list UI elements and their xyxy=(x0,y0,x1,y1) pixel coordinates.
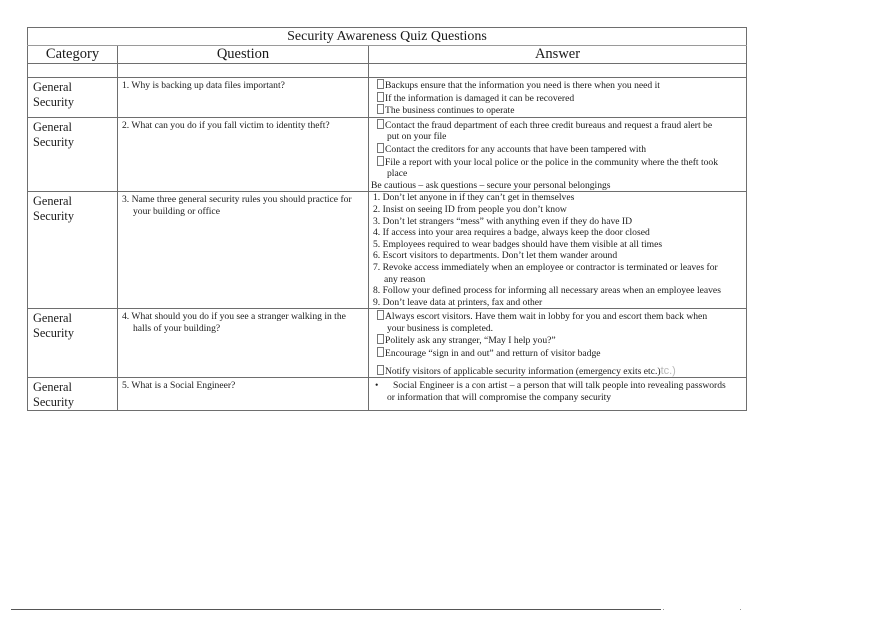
answer-cell xyxy=(369,309,747,378)
category-text: General xyxy=(33,119,72,134)
column-header-category: Category xyxy=(28,46,118,64)
checkbox-glyph-icon xyxy=(377,143,384,153)
answer-item-continuation: or information that will compromise the company security xyxy=(387,391,612,403)
answer-item: If the information is damaged it can be recovered xyxy=(371,92,744,105)
category-text: General xyxy=(33,80,72,94)
answer-item: 2. Insist on seeing ID from people you don’t know xyxy=(373,203,567,215)
checkbox-glyph-icon xyxy=(377,92,384,102)
checkbox-glyph-icon xyxy=(377,119,384,129)
checkbox-glyph-icon xyxy=(377,310,384,320)
category-cell xyxy=(28,117,118,192)
question-text: 1. Why is backing up data files important? xyxy=(122,80,285,91)
column-header-question: Question xyxy=(118,46,369,64)
overlay-ghost-text: tc.) xyxy=(660,364,676,377)
answer-item: 3. Don’t let strangers “mess” with anything even if they do have ID xyxy=(373,215,633,227)
blank-cell xyxy=(369,64,747,78)
category-text: General xyxy=(33,311,72,326)
category-text: General xyxy=(33,380,72,395)
checkbox-glyph-icon xyxy=(377,104,384,114)
checkbox-glyph-icon xyxy=(377,334,384,344)
answer-item: 6. Escort visitors to departments. Don’t let them wander around xyxy=(373,250,618,262)
question-cell xyxy=(118,192,369,309)
header-row xyxy=(28,46,747,64)
answer-cell xyxy=(369,378,747,411)
question-text: 5. What is a Social Engineer? xyxy=(122,380,236,392)
answer-note: Be cautious – ask questions – secure your personal belongings xyxy=(371,179,611,191)
table-row xyxy=(28,309,747,378)
checkbox-glyph-icon xyxy=(377,365,384,375)
blank-row xyxy=(28,64,747,78)
answer-item: Politely ask any stranger, “May I help you?” xyxy=(371,334,744,347)
answer-item: Contact the fraud department of each three credit bureaus and request a fraud alert be xyxy=(371,119,744,132)
category-cell xyxy=(28,309,118,378)
answer-cell xyxy=(369,117,747,192)
table-row xyxy=(28,192,747,309)
quiz-table xyxy=(27,27,747,411)
answer-item: 8. Follow your defined process for informing all necessary areas when an employee leaves xyxy=(373,285,721,297)
blank-cell xyxy=(118,64,369,78)
table-row xyxy=(28,78,747,118)
blank-cell xyxy=(28,64,118,78)
answer-item-continuation: place xyxy=(387,168,408,180)
answer-cell xyxy=(369,192,747,309)
answer-item: Backups ensure that the information you need is there when you need it xyxy=(371,79,744,92)
question-text: 3. Name three general security rules you should practice for xyxy=(122,194,352,206)
title-row xyxy=(28,28,747,46)
answer-item: • Social Engineer is a con artist – a person that will talk people into revealing passwords xyxy=(371,380,744,392)
answer-item: 5. Employees required to wear badges should have them visible at all times xyxy=(373,238,663,250)
checkbox-glyph-icon xyxy=(377,156,384,166)
category-text: Security xyxy=(33,326,74,341)
answer-item-continuation: your business is completed. xyxy=(387,322,494,334)
category-text: Security xyxy=(33,95,74,109)
category-text: General xyxy=(33,194,72,209)
category-cell xyxy=(28,192,118,309)
question-text: your building or office xyxy=(133,205,220,217)
answer-item: Notify visitors of applicable security information (emergency exits etc.)tc.) xyxy=(371,365,744,378)
answer-item: File a report with your local police or the police in the community where the theft took xyxy=(371,156,744,169)
category-cell xyxy=(28,378,118,411)
answer-cell xyxy=(369,78,747,118)
answer-item: The business continues to operate xyxy=(371,104,744,117)
question-cell xyxy=(118,309,369,378)
checkbox-glyph-icon xyxy=(377,347,384,357)
column-header-answer: Answer xyxy=(369,46,747,64)
answer-item: 1. Don’t let anyone in if they can’t get in themselves xyxy=(373,192,575,204)
question-cell xyxy=(118,378,369,411)
question-text: halls of your building? xyxy=(133,322,221,334)
footer-dot xyxy=(663,609,664,610)
question-text: 2. What can you do if you fall victim to identity theft? xyxy=(122,119,330,131)
footer-rule xyxy=(11,609,661,610)
question-text: 4. What should you do if you see a stranger walking in the xyxy=(122,311,346,323)
question-cell xyxy=(118,117,369,192)
footer-dot xyxy=(740,609,741,610)
category-text: Security xyxy=(33,395,74,410)
answer-item: Always escort visitors. Have them wait in lobby for you and escort them back when xyxy=(371,310,744,323)
answer-item: 7. Revoke access immediately when an employee or contractor is terminated or leaves for xyxy=(373,261,718,273)
quiz-document xyxy=(27,27,746,411)
table-row xyxy=(28,378,747,411)
answer-item-continuation: put on your file xyxy=(387,131,447,143)
bullet-icon: • xyxy=(375,380,379,392)
answer-item: Contact the creditors for any accounts that have been tampered with xyxy=(371,143,744,156)
answer-item: 4. If access into your area requires a badge, always keep the door closed xyxy=(373,227,650,239)
question-cell xyxy=(118,78,369,118)
answer-item-continuation: any reason xyxy=(384,273,426,285)
category-cell xyxy=(28,78,118,118)
category-text: Security xyxy=(33,134,74,149)
answer-item: Encourage “sign in and out” and retturn of visitor badge xyxy=(371,347,744,360)
document-title: Security Awareness Quiz Questions xyxy=(28,28,747,46)
answer-item: 9. Don’t leave data at printers, fax and other xyxy=(373,296,543,308)
checkbox-glyph-icon xyxy=(377,79,384,89)
category-text: Security xyxy=(33,209,74,224)
table-row xyxy=(28,117,747,192)
